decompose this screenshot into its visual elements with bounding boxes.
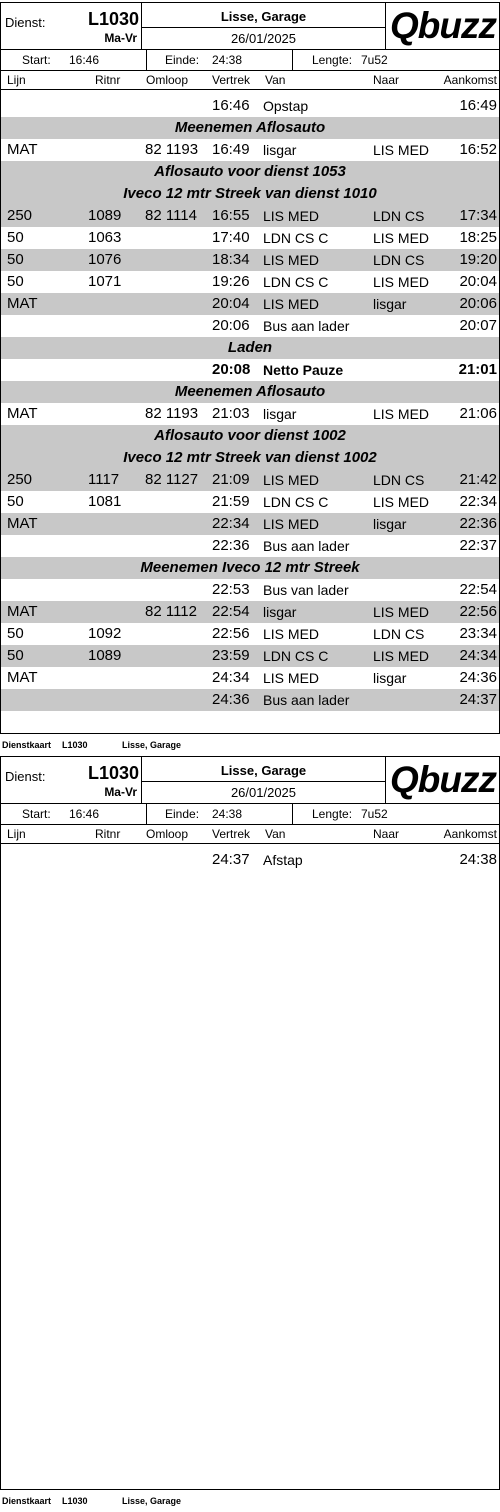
trip-row: [1, 491, 499, 513]
cell-lijn: 50: [7, 493, 24, 510]
lengte-label: Lengte:: [312, 807, 353, 821]
cell-aankomst: 21:42: [459, 471, 497, 488]
cell-aankomst: 20:07: [459, 317, 497, 334]
cell-ritnr: 1092: [88, 625, 122, 642]
cell-van: LDN CS C: [263, 274, 329, 290]
col-vertrek: Vertrek: [212, 827, 251, 841]
start-label: Start:: [22, 53, 51, 67]
dienst-label: Dienst:: [5, 769, 46, 784]
logo-cell: [386, 3, 499, 49]
logo-cell: [386, 757, 499, 803]
cell-naar: LDN CS: [373, 208, 425, 224]
cell-van: LIS MED: [263, 252, 320, 268]
trip-row: [1, 293, 499, 315]
cell-aankomst: 17:34: [459, 207, 497, 224]
cell-aankomst: 19:20: [459, 251, 497, 268]
cell-lijn: 50: [7, 647, 24, 664]
cell-vertrek: 20:04: [212, 295, 250, 312]
cell-naar: lisgar: [373, 670, 407, 686]
lengte-label: Lengte:: [312, 53, 353, 67]
col-aankomst: Aankomst: [443, 73, 497, 87]
qbuzz-logo: Qbuzz: [390, 759, 496, 800]
cell-vertrek: 24:34: [212, 669, 250, 686]
cell-van: Netto Pauze: [263, 362, 344, 378]
location-name: Lisse, Garage: [220, 9, 307, 24]
einde-label: Einde:: [165, 807, 200, 821]
section-heading: [1, 183, 499, 205]
cell-omloop: 82 1112: [145, 603, 197, 620]
cell-aankomst: 21:01: [458, 361, 497, 378]
dienst-days: Ma-Vr: [104, 31, 137, 45]
cell-vertrek: 21:03: [212, 405, 250, 422]
cell-van: LDN CS C: [263, 494, 329, 510]
col-omloop: Omloop: [146, 827, 189, 841]
cell-omloop: 82 1114: [145, 207, 197, 224]
section-heading: [1, 557, 499, 579]
cell-aankomst: 16:52: [459, 141, 497, 158]
section-heading: [1, 381, 499, 403]
cell-naar: LIS MED: [373, 604, 430, 620]
section-heading-text: Meenemen Aflosauto: [174, 383, 326, 400]
cell-vertrek: 22:53: [212, 581, 250, 598]
cell-van: LIS MED: [263, 670, 320, 686]
trip-row: [1, 513, 499, 535]
cell-van: LDN CS C: [263, 230, 329, 246]
trip-row: [1, 849, 499, 871]
cell-van: LIS MED: [263, 516, 320, 532]
cell-naar: LIS MED: [373, 274, 430, 290]
cell-van: Afstap: [263, 852, 303, 868]
cell-naar: LIS MED: [373, 230, 430, 246]
cell-lijn: 50: [7, 251, 24, 268]
cell-lijn: 250: [7, 207, 33, 224]
col-lijn: Lijn: [7, 827, 26, 841]
section-heading-text: Meenemen Iveco 12 mtr Streek: [140, 559, 360, 576]
cell-van: lisgar: [263, 604, 297, 620]
lengte-cell: [293, 50, 499, 70]
cell-vertrek: 20:08: [212, 361, 251, 378]
trip-rows: [1, 849, 499, 871]
cell-omloop: 82 1127: [145, 471, 199, 488]
cell-naar: LIS MED: [373, 494, 430, 510]
time-summary: [1, 804, 499, 825]
trip-row: [1, 689, 499, 711]
cell-aankomst: 18:25: [459, 229, 497, 246]
trip-row: [1, 403, 499, 425]
start-cell: [1, 50, 147, 70]
trip-row: [1, 469, 499, 491]
cell-vertrek: 22:56: [212, 625, 250, 642]
cell-vertrek: 20:06: [212, 317, 250, 334]
cell-omloop: 82 1193: [145, 405, 199, 422]
cell-vertrek: 23:59: [212, 647, 250, 664]
cell-ritnr: 1063: [88, 229, 122, 246]
col-van: Van: [265, 827, 286, 841]
cell-aankomst: 20:04: [459, 273, 497, 290]
trip-row: [1, 315, 499, 337]
cell-naar: lisgar: [373, 516, 407, 532]
cell-van: Bus aan lader: [263, 538, 350, 554]
trip-row: [1, 271, 499, 293]
start-cell: [1, 804, 147, 824]
cell-van: LIS MED: [263, 296, 320, 312]
cell-aankomst: 23:34: [459, 625, 497, 642]
trip-row: [1, 249, 499, 271]
cell-vertrek: 22:36: [212, 537, 250, 554]
section-heading: [1, 117, 499, 139]
einde-time: 24:38: [212, 807, 243, 821]
service-date: 26/01/2025: [230, 785, 297, 800]
header: [1, 757, 499, 804]
trip-row: [1, 623, 499, 645]
einde-cell: [147, 804, 293, 824]
cell-naar: LIS MED: [373, 142, 430, 158]
start-time: 16:46: [69, 807, 100, 821]
cell-aankomst: 21:06: [459, 405, 497, 422]
section-heading-text: Iveco 12 mtr Streek van dienst 1010: [123, 185, 377, 202]
start-label: Start:: [22, 807, 51, 821]
cell-vertrek: 24:36: [212, 691, 250, 708]
divider: [142, 27, 385, 28]
cell-van: LIS MED: [263, 626, 320, 642]
cell-naar: LIS MED: [373, 406, 430, 422]
cell-naar: lisgar: [373, 296, 407, 312]
cell-ritnr: 1071: [88, 273, 122, 290]
trip-row: [1, 227, 499, 249]
footer-dienst: L1030: [62, 1496, 88, 1506]
cell-van: LIS MED: [263, 472, 320, 488]
section-heading: [1, 425, 499, 447]
lengte-value: 7u52: [361, 807, 388, 821]
cell-vertrek: 22:34: [212, 515, 250, 532]
cell-aankomst: 24:34: [459, 647, 497, 664]
divider: [142, 781, 385, 782]
trip-row: [1, 535, 499, 557]
section-heading: [1, 447, 499, 469]
trip-row: [1, 95, 499, 117]
cell-aankomst: 24:37: [459, 691, 497, 708]
cell-lijn: MAT: [7, 603, 38, 620]
cell-lijn: MAT: [7, 405, 38, 422]
location-cell: [142, 3, 386, 49]
cell-vertrek: 17:40: [212, 229, 250, 246]
cell-van: Opstap: [263, 98, 309, 114]
einde-cell: [147, 50, 293, 70]
col-omloop: Omloop: [146, 73, 189, 87]
cell-ritnr: 1089: [88, 647, 122, 664]
cell-aankomst: 22:37: [459, 537, 497, 554]
dienst-days: Ma-Vr: [104, 785, 137, 799]
dienst-cell: [1, 3, 142, 49]
qbuzz-logo: Qbuzz: [390, 5, 496, 46]
dienstkaart-frame: [0, 756, 500, 1490]
section-heading: [1, 161, 499, 183]
trip-row: [1, 667, 499, 689]
cell-aankomst: 20:06: [459, 295, 497, 312]
start-time: 16:46: [69, 53, 100, 67]
cell-aankomst: 16:49: [459, 97, 497, 114]
trip-row: [1, 139, 499, 161]
cell-ritnr: 1081: [88, 493, 122, 510]
cell-aankomst: 22:54: [459, 581, 497, 598]
col-vertrek: Vertrek: [212, 73, 251, 87]
trip-row: [1, 645, 499, 667]
footer-location: Lisse, Garage: [122, 740, 182, 750]
cell-lijn: 50: [7, 273, 24, 290]
cell-naar: LDN CS: [373, 252, 425, 268]
cell-van: LDN CS C: [263, 648, 329, 664]
cell-aankomst: 22:34: [459, 493, 497, 510]
dienstkaart-frame: [0, 2, 500, 734]
cell-lijn: 50: [7, 229, 24, 246]
header: [1, 3, 499, 50]
cell-lijn: MAT: [7, 515, 38, 532]
cell-vertrek: 18:34: [212, 251, 250, 268]
column-headers: [1, 71, 499, 90]
cell-van: lisgar: [263, 406, 297, 422]
cell-vertrek: 21:09: [212, 471, 250, 488]
einde-label: Einde:: [165, 53, 200, 67]
col-ritnr: Ritnr: [95, 73, 121, 87]
trip-rows: [1, 95, 499, 711]
footer-location: Lisse, Garage: [122, 1496, 182, 1506]
cell-vertrek: 24:37: [212, 851, 250, 868]
cell-vertrek: 22:54: [212, 603, 250, 620]
cell-naar: LDN CS: [373, 472, 425, 488]
cell-lijn: MAT: [7, 141, 38, 158]
cell-aankomst: 22:36: [459, 515, 497, 532]
cell-van: Bus aan lader: [263, 692, 350, 708]
dienst-label: Dienst:: [5, 15, 46, 30]
col-naar: Naar: [373, 73, 400, 87]
section-heading-text: Aflosauto voor dienst 1053: [154, 163, 346, 180]
footer-dienst: L1030: [62, 740, 88, 750]
cell-omloop: 82 1193: [145, 141, 199, 158]
footer-title: Dienstkaart: [2, 1496, 52, 1506]
cell-lijn: 50: [7, 625, 24, 642]
dienst-number: L1030: [87, 763, 139, 783]
lengte-value: 7u52: [361, 53, 388, 67]
cell-vertrek: 16:49: [212, 141, 250, 158]
location-cell: [142, 757, 386, 803]
pause-row: [1, 359, 499, 381]
dienst-cell: [1, 757, 142, 803]
service-date: 26/01/2025: [230, 31, 297, 46]
footer-title: Dienstkaart: [2, 740, 52, 750]
cell-aankomst: 24:36: [459, 669, 497, 686]
time-summary: [1, 50, 499, 71]
lengte-cell: [293, 804, 499, 824]
cell-van: lisgar: [263, 142, 297, 158]
cell-aankomst: 24:38: [459, 851, 497, 868]
dienst-number: L1030: [87, 9, 139, 29]
cell-lijn: 250: [7, 471, 33, 488]
cell-naar: LIS MED: [373, 648, 430, 664]
trip-row: [1, 601, 499, 623]
col-aankomst: Aankomst: [443, 827, 497, 841]
col-van: Van: [265, 73, 286, 87]
location-name: Lisse, Garage: [220, 763, 307, 778]
cell-ritnr: 1089: [88, 207, 122, 224]
column-headers: [1, 825, 499, 844]
section-heading-text: Iveco 12 mtr Streek van dienst 1002: [123, 449, 377, 466]
cell-aankomst: 22:56: [459, 603, 497, 620]
cell-lijn: MAT: [7, 295, 38, 312]
cell-vertrek: 19:26: [212, 273, 250, 290]
cell-van: Bus aan lader: [263, 318, 350, 334]
col-lijn: Lijn: [7, 73, 26, 87]
cell-ritnr: 1117: [88, 471, 120, 488]
section-heading: [1, 337, 499, 359]
cell-van: Bus van lader: [263, 582, 349, 598]
trip-row: [1, 205, 499, 227]
cell-naar: LDN CS: [373, 626, 425, 642]
col-naar: Naar: [373, 827, 400, 841]
cell-van: LIS MED: [263, 208, 320, 224]
cell-ritnr: 1076: [88, 251, 122, 268]
einde-time: 24:38: [212, 53, 243, 67]
trip-row: [1, 579, 499, 601]
cell-vertrek: 16:55: [212, 207, 250, 224]
cell-vertrek: 21:59: [212, 493, 250, 510]
section-heading-text: Laden: [227, 339, 273, 356]
cell-vertrek: 16:46: [212, 97, 250, 114]
section-heading-text: Meenemen Aflosauto: [174, 119, 326, 136]
cell-lijn: MAT: [7, 669, 38, 686]
col-ritnr: Ritnr: [95, 827, 121, 841]
section-heading-text: Aflosauto voor dienst 1002: [154, 427, 346, 444]
